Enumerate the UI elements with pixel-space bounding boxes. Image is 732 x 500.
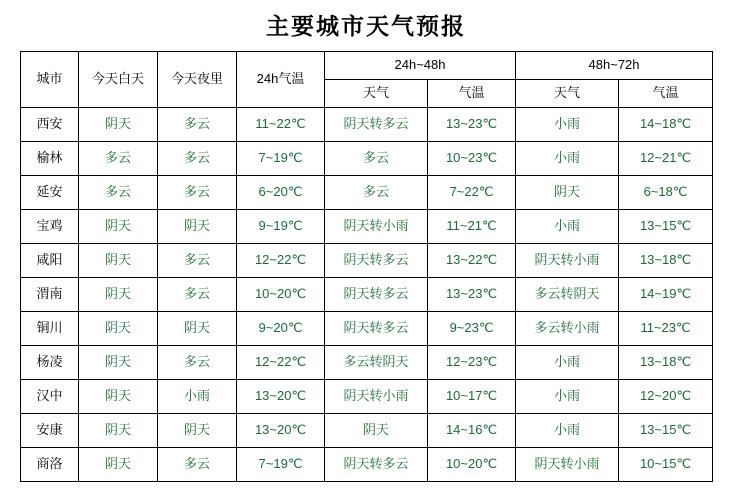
cell-temp-24h: 7~19℃ <box>237 448 325 482</box>
table-row <box>21 448 713 482</box>
header-weather-72: 天气 <box>516 80 619 108</box>
table-row <box>21 210 713 244</box>
cell-temp-48: 13~22℃ <box>428 244 516 278</box>
cell-today-day: 阴天 <box>79 346 158 380</box>
cell-weather-72: 多云转阴天 <box>516 278 619 312</box>
table-row <box>21 176 713 210</box>
cell-city: 延安 <box>21 176 79 210</box>
cell-today-night: 多云 <box>158 448 237 482</box>
cell-temp-48: 10~20℃ <box>428 448 516 482</box>
table-row <box>21 346 713 380</box>
cell-today-day: 阴天 <box>79 380 158 414</box>
table-body <box>21 108 713 482</box>
cell-weather-48: 阴天转多云 <box>325 108 428 142</box>
header-group-24-48: 24h~48h <box>325 52 516 80</box>
header-temp-24h: 24h气温 <box>237 52 325 108</box>
cell-today-night: 多云 <box>158 142 237 176</box>
cell-city: 宝鸡 <box>21 210 79 244</box>
cell-today-night: 阴天 <box>158 210 237 244</box>
table-row <box>21 108 713 142</box>
cell-weather-72: 小雨 <box>516 414 619 448</box>
table-header <box>21 52 713 108</box>
cell-weather-72: 小雨 <box>516 210 619 244</box>
cell-weather-48: 阴天转小雨 <box>325 380 428 414</box>
cell-city: 杨凌 <box>21 346 79 380</box>
cell-weather-48: 阴天转多云 <box>325 278 428 312</box>
cell-weather-48: 多云 <box>325 176 428 210</box>
cell-today-night: 小雨 <box>158 380 237 414</box>
table-row <box>21 312 713 346</box>
header-weather-48: 天气 <box>325 80 428 108</box>
cell-weather-72: 多云转小雨 <box>516 312 619 346</box>
cell-temp-72: 13~15℃ <box>619 414 713 448</box>
header-today-day: 今天白天 <box>79 52 158 108</box>
cell-city: 商洛 <box>21 448 79 482</box>
cell-weather-72: 小雨 <box>516 108 619 142</box>
table-row <box>21 414 713 448</box>
cell-weather-72: 阴天转小雨 <box>516 244 619 278</box>
cell-weather-72: 小雨 <box>516 380 619 414</box>
header-temperature-48: 气温 <box>428 80 516 108</box>
cell-city: 榆林 <box>21 142 79 176</box>
cell-temp-24h: 12~22℃ <box>237 244 325 278</box>
cell-city: 西安 <box>21 108 79 142</box>
cell-temp-24h: 6~20℃ <box>237 176 325 210</box>
cell-temp-24h: 7~19℃ <box>237 142 325 176</box>
cell-temp-72: 13~15℃ <box>619 210 713 244</box>
cell-temp-24h: 11~22℃ <box>237 108 325 142</box>
cell-weather-48: 阴天转多云 <box>325 312 428 346</box>
cell-today-night: 多云 <box>158 108 237 142</box>
cell-temp-48: 7~22℃ <box>428 176 516 210</box>
cell-today-night: 阴天 <box>158 414 237 448</box>
table-header-row-1 <box>21 52 713 80</box>
page-title: 主要城市天气预报 <box>266 13 466 39</box>
cell-temp-72: 10~15℃ <box>619 448 713 482</box>
cell-temp-72: 13~18℃ <box>619 346 713 380</box>
cell-temp-24h: 13~20℃ <box>237 414 325 448</box>
cell-temp-48: 11~21℃ <box>428 210 516 244</box>
cell-temp-72: 11~23℃ <box>619 312 713 346</box>
cell-today-night: 阴天 <box>158 312 237 346</box>
cell-city: 渭南 <box>21 278 79 312</box>
header-today-night: 今天夜里 <box>158 52 237 108</box>
cell-temp-24h: 9~19℃ <box>237 210 325 244</box>
cell-city: 汉中 <box>21 380 79 414</box>
cell-temp-72: 12~20℃ <box>619 380 713 414</box>
table-row <box>21 278 713 312</box>
cell-temp-24h: 13~20℃ <box>237 380 325 414</box>
cell-city: 安康 <box>21 414 79 448</box>
cell-today-night: 多云 <box>158 244 237 278</box>
cell-weather-48: 多云转阴天 <box>325 346 428 380</box>
cell-temp-48: 10~23℃ <box>428 142 516 176</box>
cell-temp-72: 6~18℃ <box>619 176 713 210</box>
cell-weather-72: 小雨 <box>516 142 619 176</box>
cell-today-day: 阴天 <box>79 448 158 482</box>
cell-today-night: 多云 <box>158 346 237 380</box>
cell-temp-24h: 10~20℃ <box>237 278 325 312</box>
cell-temp-48: 9~23℃ <box>428 312 516 346</box>
cell-weather-72: 小雨 <box>516 346 619 380</box>
table-row <box>21 380 713 414</box>
cell-weather-48: 阴天 <box>325 414 428 448</box>
cell-today-day: 阴天 <box>79 414 158 448</box>
cell-temp-24h: 12~22℃ <box>237 346 325 380</box>
cell-temp-72: 12~21℃ <box>619 142 713 176</box>
cell-city: 咸阳 <box>21 244 79 278</box>
cell-temp-72: 14~19℃ <box>619 278 713 312</box>
cell-temp-24h: 9~20℃ <box>237 312 325 346</box>
header-city: 城市 <box>21 52 79 108</box>
cell-weather-72: 阴天转小雨 <box>516 448 619 482</box>
cell-city: 铜川 <box>21 312 79 346</box>
cell-temp-48: 12~23℃ <box>428 346 516 380</box>
header-temperature-72: 气温 <box>619 80 713 108</box>
cell-today-day: 阴天 <box>79 210 158 244</box>
cell-today-day: 多云 <box>79 176 158 210</box>
cell-today-night: 多云 <box>158 176 237 210</box>
cell-temp-48: 13~23℃ <box>428 108 516 142</box>
cell-temp-48: 13~23℃ <box>428 278 516 312</box>
cell-temp-48: 10~17℃ <box>428 380 516 414</box>
cell-weather-48: 阴天转小雨 <box>325 210 428 244</box>
table-row <box>21 244 713 278</box>
cell-weather-72: 阴天 <box>516 176 619 210</box>
cell-temp-72: 14~18℃ <box>619 108 713 142</box>
cell-weather-48: 阴天转多云 <box>325 448 428 482</box>
cell-today-day: 阴天 <box>79 244 158 278</box>
cell-today-day: 多云 <box>79 142 158 176</box>
cell-today-day: 阴天 <box>79 278 158 312</box>
header-group-48-72: 48h~72h <box>516 52 713 80</box>
cell-weather-48: 多云 <box>325 142 428 176</box>
cell-temp-48: 14~16℃ <box>428 414 516 448</box>
cell-today-day: 阴天 <box>79 108 158 142</box>
cell-weather-48: 阴天转多云 <box>325 244 428 278</box>
cell-temp-72: 13~18℃ <box>619 244 713 278</box>
table-row <box>21 142 713 176</box>
weather-forecast-table <box>20 51 713 482</box>
cell-today-night: 多云 <box>158 278 237 312</box>
cell-today-day: 阴天 <box>79 312 158 346</box>
